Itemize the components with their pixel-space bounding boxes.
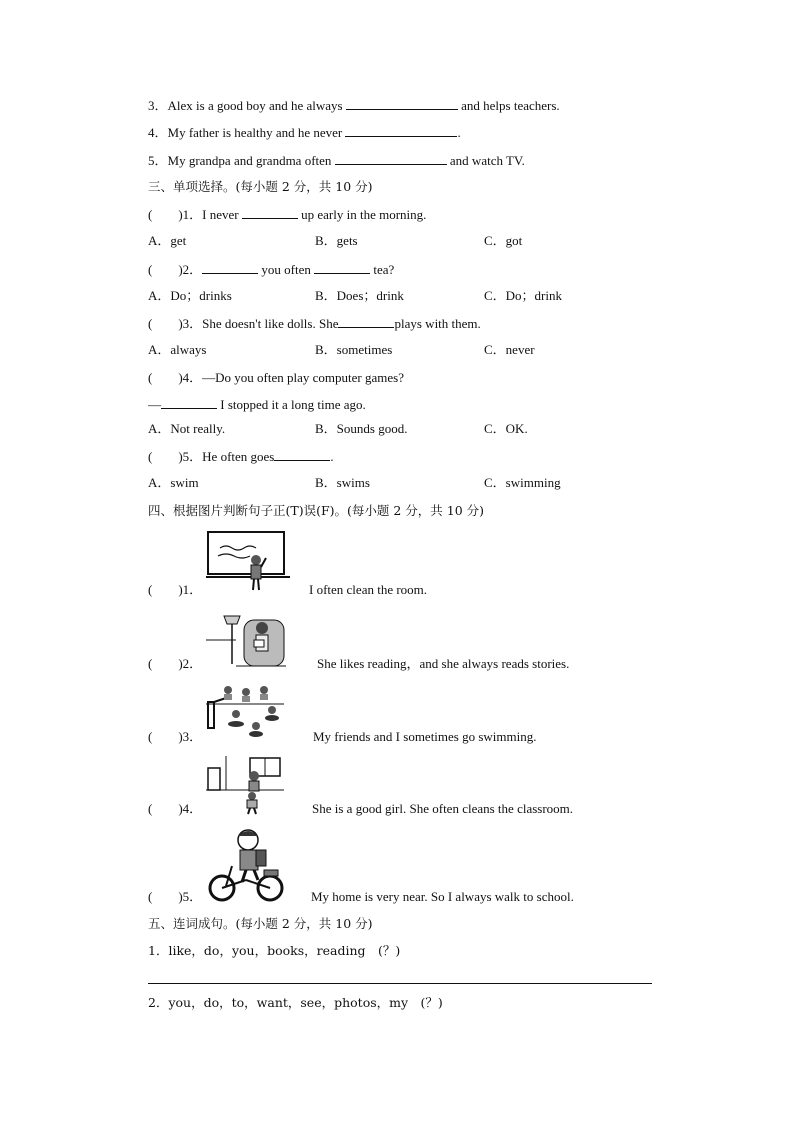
mc-question-5: ( )5．He often goes .	[148, 449, 334, 464]
answer-blank[interactable]	[314, 261, 370, 274]
answer-blank[interactable]	[335, 152, 447, 165]
mc-question-1: ( )1．I never up early in the morning.	[148, 207, 427, 222]
option-c[interactable]: C．swimming	[484, 475, 561, 490]
section-heading-3: 三、单项选择。(每小题 2 分，共 10 分)	[148, 179, 373, 194]
kids-dancing-in-room-image	[206, 756, 284, 816]
mc-question-3: ( )3．She doesn't like dolls. She plays with them.	[148, 316, 481, 331]
judge-item-4: ( )4．	[148, 801, 203, 816]
option-b[interactable]: B．Sounds good.	[315, 421, 408, 436]
option-a[interactable]: A．Not really.	[148, 421, 226, 436]
option-b[interactable]: B．Does；drink	[315, 288, 404, 303]
option-c[interactable]: C．OK.	[484, 421, 528, 436]
judge-sentence-3: My friends and I sometimes go swimming.	[313, 729, 537, 744]
answer-writing-line[interactable]	[148, 983, 652, 984]
option-a[interactable]: A．Do；drinks	[148, 288, 232, 303]
answer-blank[interactable]	[346, 97, 458, 110]
option-a[interactable]: A．get	[148, 233, 187, 248]
judge-sentence-4: She is a good girl. She often cleans the classroom.	[312, 801, 574, 816]
judge-item-5: ( )5．	[148, 889, 203, 904]
option-b[interactable]: B．sometimes	[315, 342, 393, 357]
boy-riding-bicycle-image	[206, 828, 286, 902]
answer-blank[interactable]	[242, 206, 298, 219]
mc-question-2: ( )2． you often tea?	[148, 262, 395, 277]
mc-question-4-reply: — I stopped it a long time ago.	[148, 397, 366, 412]
answer-blank[interactable]	[274, 448, 330, 461]
fill-item-5: 5．My grandpa and grandma often and watch TV.	[148, 153, 525, 168]
section-heading-4: 四、根据图片判断句子正(T)误(F)。(每小题 2 分，共 10 分)	[148, 503, 485, 518]
fill-item-4: 4．My father is healthy and he never .	[148, 125, 461, 140]
answer-blank[interactable]	[202, 261, 258, 274]
judge-item-3: ( )3．	[148, 729, 203, 744]
reorder-item-1: 1．like，do，you，books，reading (？)	[148, 943, 401, 958]
reorder-item-2: 2．you，do，to，want，see，photos，my (？)	[148, 995, 443, 1010]
judge-sentence-2: She likes reading，and she always reads stories.	[317, 656, 570, 671]
judge-sentence-5: My home is very near. So I always walk to school.	[311, 889, 574, 904]
answer-blank[interactable]	[345, 124, 457, 137]
judge-item-2: ( )2．	[148, 656, 203, 671]
option-a[interactable]: A．swim	[148, 475, 199, 490]
option-b[interactable]: B．gets	[315, 233, 358, 248]
option-c[interactable]: C．never	[484, 342, 535, 357]
section-heading-5: 五、连词成句。(每小题 2 分，共 10 分)	[148, 916, 373, 931]
children-skating-on-ice-image	[206, 684, 286, 744]
option-a[interactable]: A．always	[148, 342, 207, 357]
mc-question-4: ( )4．—Do you often play computer games?	[148, 370, 404, 385]
answer-blank[interactable]	[338, 315, 394, 328]
judge-sentence-1: I often clean the room.	[309, 582, 428, 597]
fill-item-3: 3．Alex is a good boy and he always and helps teachers.	[148, 98, 560, 113]
option-c[interactable]: C．got	[484, 233, 523, 248]
option-b[interactable]: B．swims	[315, 475, 370, 490]
option-c[interactable]: C．Do；drink	[484, 288, 563, 303]
answer-blank[interactable]	[161, 396, 217, 409]
girl-reading-in-armchair-image	[206, 610, 288, 670]
judge-item-1: ( )1．	[148, 582, 203, 597]
